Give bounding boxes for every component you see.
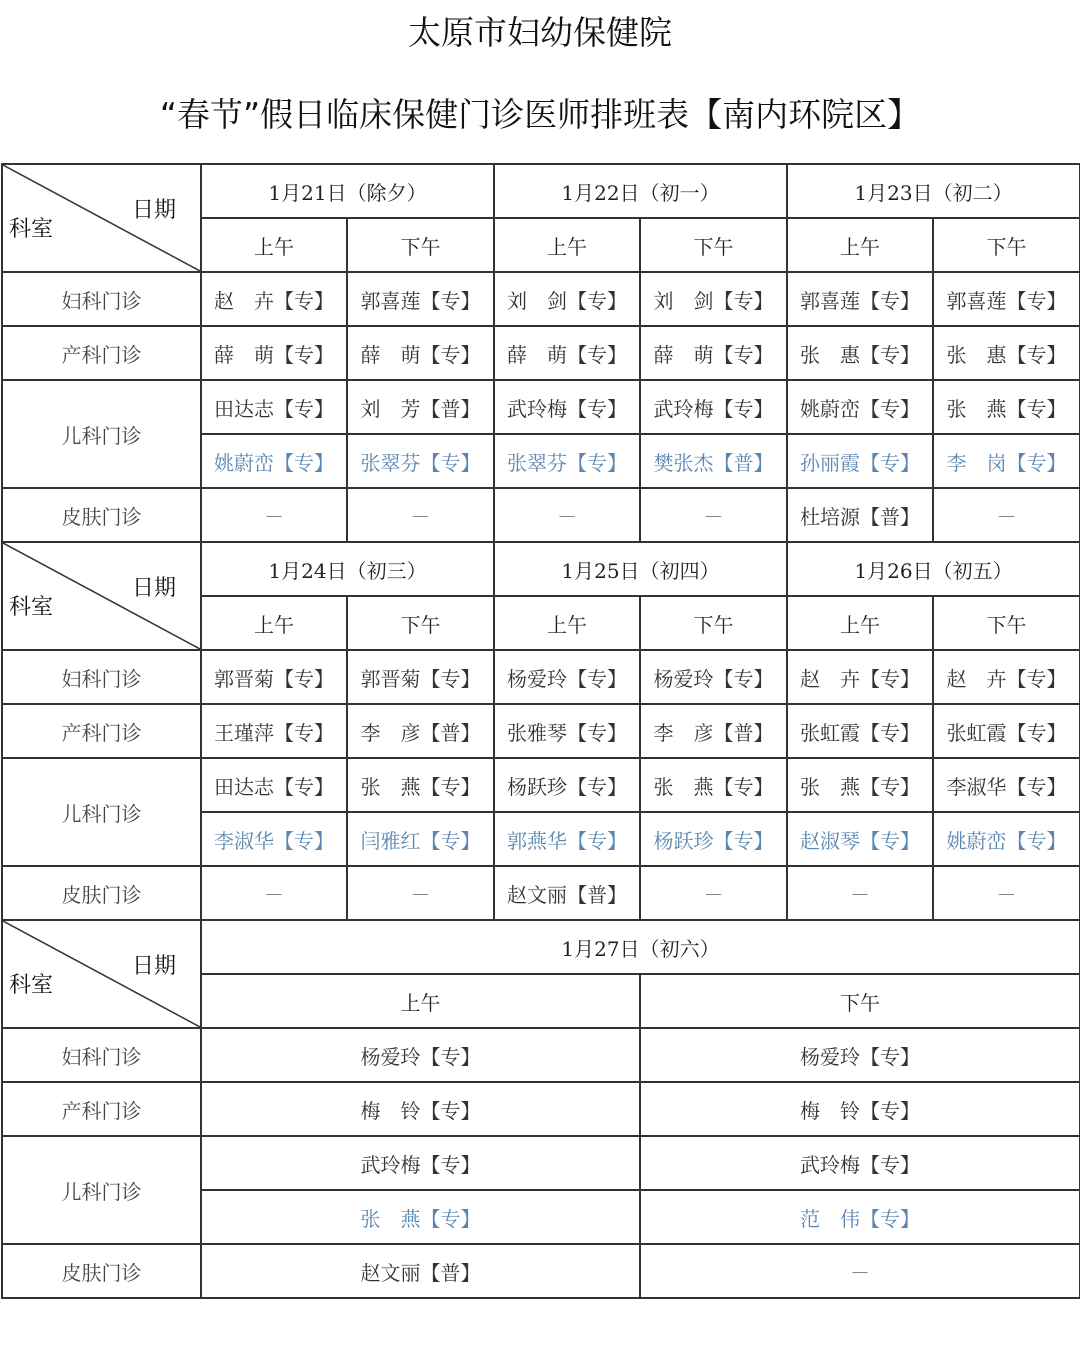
department-cell: 皮肤门诊 — [2, 1244, 201, 1298]
schedule-row — [2, 272, 1080, 326]
doctor-cell-secondary: 李 岗【专】 — [933, 434, 1080, 488]
schedule-row — [2, 488, 1080, 542]
doctor-cell: 田达志【专】 — [201, 758, 347, 812]
half-day-header: 下午 — [640, 218, 787, 272]
doctor-cell-secondary: 范 伟【专】 — [640, 1190, 1080, 1244]
schedule-row — [2, 704, 1080, 758]
doctor-cell: 田达志【专】 — [201, 380, 347, 434]
doctor-cell: － — [787, 866, 933, 920]
department-cell: 儿科门诊 — [2, 1136, 201, 1244]
doctor-cell: 郭晋菊【专】 — [347, 650, 494, 704]
header-date-row — [2, 920, 1080, 974]
half-day-header: 上午 — [787, 218, 933, 272]
doctor-cell: － — [347, 488, 494, 542]
doctor-cell: 武玲梅【专】 — [201, 1136, 640, 1190]
doctor-cell: － — [933, 488, 1080, 542]
doctor-cell: 张雅琴【专】 — [494, 704, 640, 758]
doctor-cell-secondary: 张翠芬【专】 — [494, 434, 640, 488]
date-header: 1月26日（初五） — [787, 542, 1080, 596]
doctor-cell: － — [640, 488, 787, 542]
schedule-table — [1, 163, 1080, 1299]
doctor-cell-secondary: 张 燕【专】 — [201, 1190, 640, 1244]
doctor-cell: 赵 卉【专】 — [933, 650, 1080, 704]
doctor-cell: 刘 剑【专】 — [640, 272, 787, 326]
date-header: 1月27日（初六） — [201, 920, 1080, 974]
date-header: 1月22日（初一） — [494, 164, 787, 218]
schedule-row — [2, 380, 1080, 434]
doctor-cell: 杨爱玲【专】 — [494, 650, 640, 704]
doctor-cell: 郭喜莲【专】 — [933, 272, 1080, 326]
department-cell: 妇科门诊 — [2, 272, 201, 326]
doctor-cell: 张虹霞【专】 — [787, 704, 933, 758]
doctor-cell-secondary: 郭燕华【专】 — [494, 812, 640, 866]
header-date-row — [2, 542, 1080, 596]
doctor-cell: 张 惠【专】 — [787, 326, 933, 380]
date-header: 1月25日（初四） — [494, 542, 787, 596]
doctor-cell-secondary: 孙丽霞【专】 — [787, 434, 933, 488]
schedule-subtitle: “春节”假日临床保健门诊医师排班表【南内环院区】 — [159, 95, 921, 134]
doctor-cell: 李淑华【专】 — [933, 758, 1080, 812]
half-day-header: 上午 — [201, 218, 347, 272]
doctor-cell: 武玲梅【专】 — [640, 1136, 1080, 1190]
header-date-row — [2, 164, 1080, 218]
doctor-cell: 杜培源【普】 — [787, 488, 933, 542]
half-day-header: 下午 — [933, 596, 1080, 650]
doctor-cell-secondary: 闫雅红【专】 — [347, 812, 494, 866]
corner-header-cell — [2, 542, 201, 650]
doctor-cell: 赵文丽【普】 — [201, 1244, 640, 1298]
date-header: 1月23日（初二） — [787, 164, 1080, 218]
doctor-cell: 张 惠【专】 — [933, 326, 1080, 380]
corner-header-cell — [2, 920, 201, 1028]
date-axis-label: 日期 — [131, 576, 176, 601]
doctor-cell: 薛 萌【专】 — [347, 326, 494, 380]
doctor-cell: 梅 铃【专】 — [201, 1082, 640, 1136]
schedule-row — [2, 866, 1080, 920]
half-day-header: 上午 — [494, 218, 640, 272]
doctor-cell: 张 燕【专】 — [347, 758, 494, 812]
doctor-cell-secondary: 姚蔚峦【专】 — [933, 812, 1080, 866]
doctor-cell: － — [347, 866, 494, 920]
date-axis-label: 日期 — [131, 198, 176, 223]
schedule-row — [2, 326, 1080, 380]
doctor-cell: 刘 剑【专】 — [494, 272, 640, 326]
half-day-header: 上午 — [201, 596, 347, 650]
schedule-row — [2, 650, 1080, 704]
department-cell: 产科门诊 — [2, 326, 201, 380]
date-header: 1月21日（除夕） — [201, 164, 494, 218]
doctor-cell: 薛 萌【专】 — [201, 326, 347, 380]
schedule-row — [2, 758, 1080, 812]
doctor-cell: 赵 卉【专】 — [787, 650, 933, 704]
doctor-cell: － — [640, 866, 787, 920]
doctor-cell: 郭喜莲【专】 — [347, 272, 494, 326]
half-day-header: 上午 — [494, 596, 640, 650]
doctor-cell: 杨爱玲【专】 — [640, 650, 787, 704]
doctor-cell: 刘 芳【普】 — [347, 380, 494, 434]
doctor-cell: 张虹霞【专】 — [933, 704, 1080, 758]
department-cell: 产科门诊 — [2, 1082, 201, 1136]
doctor-cell: 郭喜莲【专】 — [787, 272, 933, 326]
half-day-header: 上午 — [201, 974, 640, 1028]
dept-axis-label: 科室 — [9, 217, 54, 242]
doctor-cell-secondary: 张翠芬【专】 — [347, 434, 494, 488]
schedule-row — [2, 1082, 1080, 1136]
half-day-header: 下午 — [347, 218, 494, 272]
doctor-cell-secondary: 樊张杰【普】 — [640, 434, 787, 488]
doctor-cell: － — [201, 488, 347, 542]
doctor-cell: 姚蔚峦【专】 — [787, 380, 933, 434]
half-day-header: 下午 — [933, 218, 1080, 272]
doctor-cell: 赵文丽【普】 — [494, 866, 640, 920]
doctor-cell: 郭晋菊【专】 — [201, 650, 347, 704]
schedule-row — [2, 1244, 1080, 1298]
doctor-cell: 薛 萌【专】 — [494, 326, 640, 380]
doctor-cell: 赵 卉【专】 — [201, 272, 347, 326]
doctor-cell: 梅 铃【专】 — [640, 1082, 1080, 1136]
doctor-cell-secondary: 姚蔚峦【专】 — [201, 434, 347, 488]
dept-axis-label: 科室 — [9, 595, 54, 620]
doctor-cell: － — [201, 866, 347, 920]
doctor-cell: 武玲梅【专】 — [494, 380, 640, 434]
half-day-header: 下午 — [347, 596, 494, 650]
doctor-cell: － — [933, 866, 1080, 920]
doctor-cell: 王瑾萍【专】 — [201, 704, 347, 758]
doctor-cell-secondary: 杨跃珍【专】 — [640, 812, 787, 866]
schedule-row — [2, 1028, 1080, 1082]
doctor-cell: 杨跃珍【专】 — [494, 758, 640, 812]
corner-header-cell — [2, 164, 201, 272]
doctor-cell: 张 燕【专】 — [787, 758, 933, 812]
doctor-cell: 张 燕【专】 — [933, 380, 1080, 434]
hospital-title: 太原市妇幼保健院 — [408, 13, 672, 52]
doctor-cell: 杨爱玲【专】 — [640, 1028, 1080, 1082]
half-day-header: 下午 — [640, 974, 1080, 1028]
dept-axis-label: 科室 — [9, 973, 54, 998]
date-header: 1月24日（初三） — [201, 542, 494, 596]
half-day-header: 下午 — [640, 596, 787, 650]
half-day-header: 上午 — [787, 596, 933, 650]
department-cell: 产科门诊 — [2, 704, 201, 758]
doctor-cell: 武玲梅【专】 — [640, 380, 787, 434]
schedule-row — [2, 1136, 1080, 1190]
department-cell: 皮肤门诊 — [2, 866, 201, 920]
doctor-cell: － — [640, 1244, 1080, 1298]
department-cell: 儿科门诊 — [2, 380, 201, 488]
doctor-cell: 薛 萌【专】 — [640, 326, 787, 380]
doctor-cell-secondary: 李淑华【专】 — [201, 812, 347, 866]
department-cell: 儿科门诊 — [2, 758, 201, 866]
doctor-cell-secondary: 赵淑琴【专】 — [787, 812, 933, 866]
doctor-cell: － — [494, 488, 640, 542]
date-axis-label: 日期 — [131, 954, 176, 979]
department-cell: 皮肤门诊 — [2, 488, 201, 542]
doctor-cell: 杨爱玲【专】 — [201, 1028, 640, 1082]
department-cell: 妇科门诊 — [2, 650, 201, 704]
department-cell: 妇科门诊 — [2, 1028, 201, 1082]
doctor-cell: 李 彦【普】 — [640, 704, 787, 758]
doctor-cell: 李 彦【普】 — [347, 704, 494, 758]
doctor-cell: 张 燕【专】 — [640, 758, 787, 812]
